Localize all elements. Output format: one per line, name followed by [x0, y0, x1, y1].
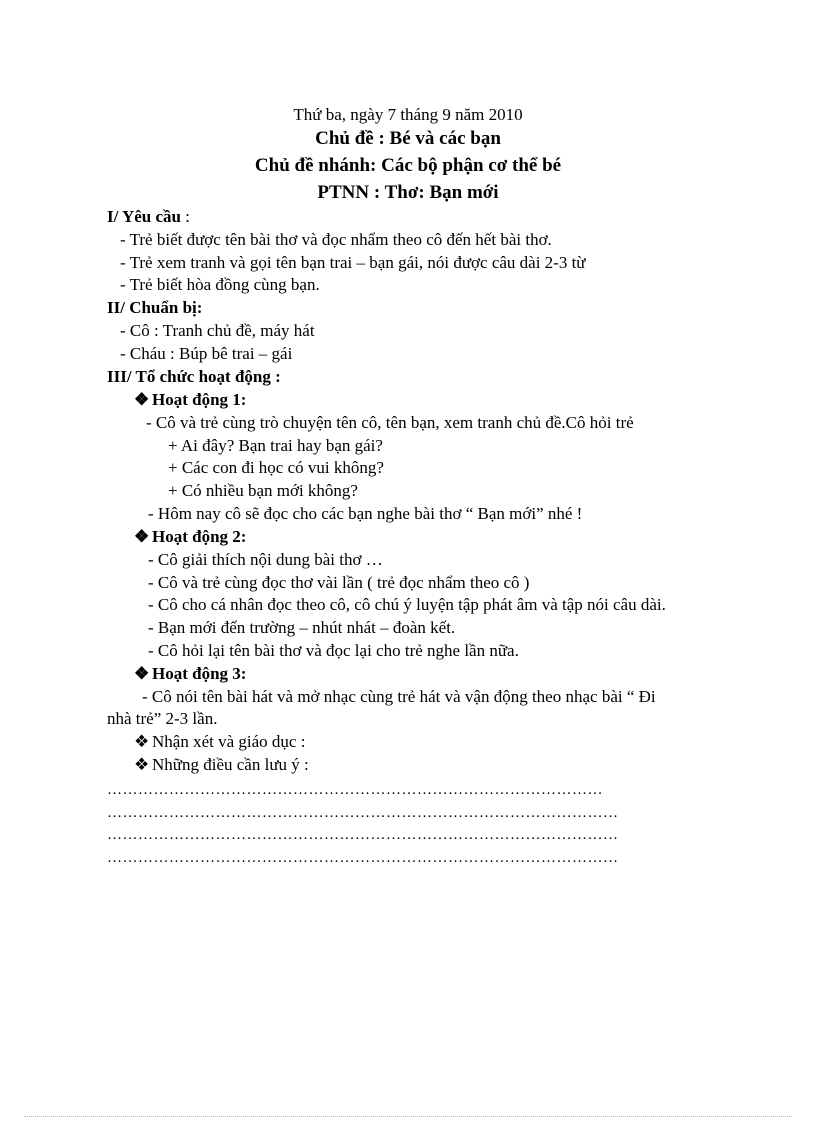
dotted-line: ……………………………………………………………………………………… — [107, 850, 619, 866]
date-line: Thứ ba, ngày 7 tháng 9 năm 2010 — [293, 105, 523, 124]
lesson-title: PTNN : Thơ: Bạn mới — [317, 182, 499, 203]
activity3-line: - Cô nói tên bài hát và mở nhạc cùng trẻ hát và vận động theo nhạc bài “ Đi — [142, 687, 656, 706]
dotted-line: ……………………………………………………………………………………… — [107, 827, 619, 843]
section1-heading-suffix: : — [181, 207, 190, 226]
section1-item: - Trẻ xem tranh và gọi tên bạn trai – bạn gái, nói được câu dài 2-3 từ — [120, 253, 586, 272]
section2-item: - Cháu : Búp bê trai – gái — [120, 344, 293, 363]
activity2-item: - Cô và trẻ cùng đọc thơ vài lần ( trẻ đọc nhẩm theo cô ) — [148, 573, 530, 592]
section1-heading-text: I/ Yêu cầu — [107, 207, 181, 226]
section1-item: - Trẻ biết hòa đồng cùng bạn. — [120, 275, 320, 294]
diamond-bullet-icon: ❖ — [134, 732, 150, 751]
activity1-heading — [134, 389, 246, 411]
diamond-bullet-icon: ❖ — [134, 664, 150, 683]
activity1-question: + Có nhiều bạn mới không? — [168, 481, 358, 500]
activity1-closing: - Hôm nay cô sẽ đọc cho các bạn nghe bài thơ “ Bạn mới” nhé ! — [148, 504, 583, 523]
activity2-title: Hoạt động 2: — [152, 527, 247, 546]
activity1-intro: - Cô và trẻ cùng trò chuyện tên cô, tên bạn, xem tranh chủ đề.Cô hỏi trẻ — [146, 413, 634, 432]
activity3-line: nhà trẻ” 2-3 lần. — [107, 709, 218, 728]
activity3-heading — [134, 663, 246, 685]
page-bottom-border — [24, 1116, 792, 1117]
activity2-item: - Cô hỏi lại tên bài thơ và đọc lại cho trẻ nghe lần nữa. — [148, 641, 519, 660]
dotted-line: …………………………………………………………………………………… — [107, 782, 603, 798]
section3-heading: III/ Tổ chức hoạt động : — [107, 367, 281, 386]
activity1-question: + Ai đây? Bạn trai hay bạn gái? — [168, 436, 383, 455]
subtopic-title: Chủ đề nhánh: Các bộ phận cơ thể bé — [254, 155, 562, 176]
section1-heading — [107, 206, 190, 228]
diamond-bullet-icon: ❖ — [134, 390, 150, 409]
activity1-title: Hoạt động 1: — [152, 390, 247, 409]
section2-item: - Cô : Tranh chủ đề, máy hát — [120, 321, 315, 340]
activity2-item: - Cô giải thích nội dung bài thơ … — [148, 550, 383, 569]
dotted-line: ……………………………………………………………………………………… — [107, 805, 619, 821]
activity3-title: Hoạt động 3: — [152, 664, 247, 683]
activity2-item: - Bạn mới đến trường – nhút nhát – đoàn kết. — [148, 618, 456, 637]
activity2-heading — [134, 526, 246, 548]
review-text: Nhận xét và giáo dục : — [152, 732, 306, 751]
review-line — [134, 731, 305, 753]
activity1-question: + Các con đi học có vui không? — [168, 458, 384, 477]
topic-title: Chủ đề : Bé và các bạn — [315, 128, 501, 149]
notes-line — [134, 754, 309, 776]
activity2-item: - Cô cho cá nhân đọc theo cô, cô chú ý luyện tập phát âm và tập nói câu dài. — [148, 595, 666, 614]
section2-heading: II/ Chuẩn bị: — [107, 298, 203, 317]
section1-item: - Trẻ biết được tên bài thơ và đọc nhẩm theo cô đến hết bài thơ. — [120, 230, 552, 249]
notes-text: Những điều cần lưu ý : — [152, 755, 309, 774]
diamond-bullet-icon: ❖ — [134, 527, 150, 546]
diamond-bullet-icon: ❖ — [134, 755, 150, 774]
